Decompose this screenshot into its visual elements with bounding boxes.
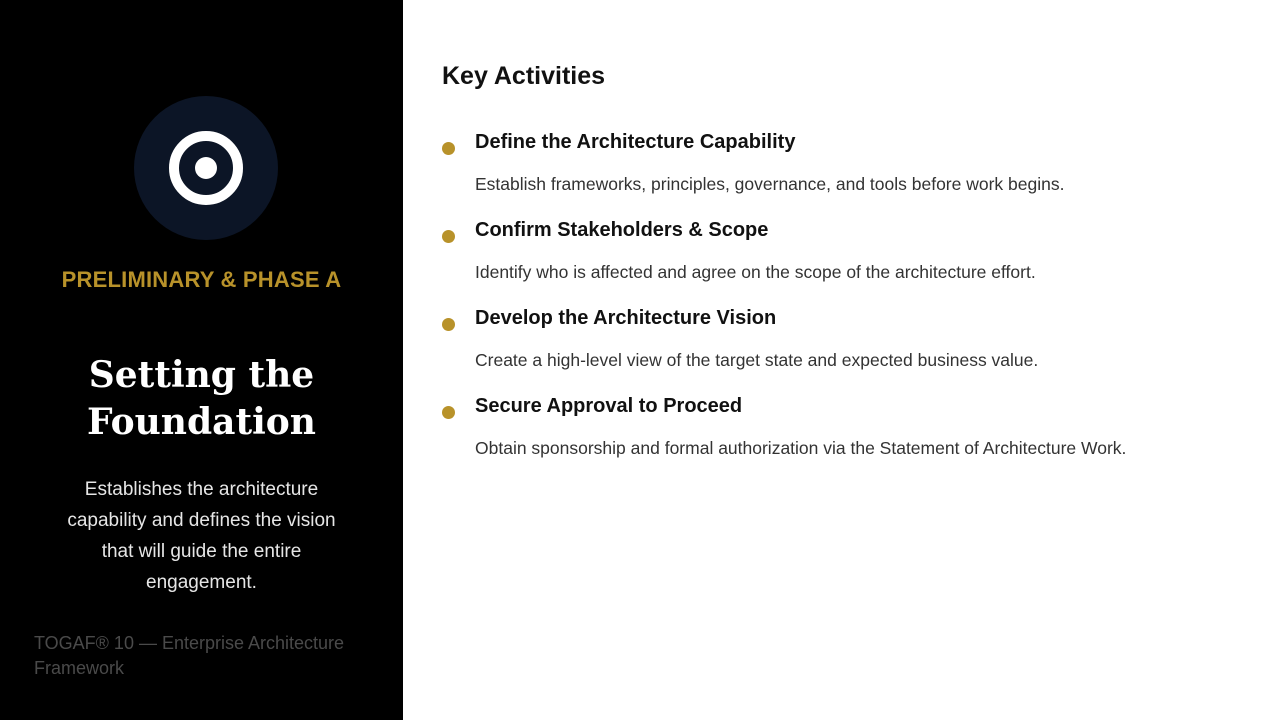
page-title	[0, 352, 403, 446]
footer-line-2: Framework	[34, 658, 125, 678]
right-panel	[403, 0, 1280, 720]
activity-heading: Secure Approval to Proceed	[475, 395, 743, 417]
footer	[34, 631, 374, 681]
target-icon	[169, 131, 243, 205]
activity-text: Identify who is affected and agree on the scope of the architecture effort.	[475, 262, 1036, 282]
bullet-icon	[442, 230, 455, 243]
footer-line-1: TOGAF® 10 — Enterprise Architecture	[34, 633, 345, 653]
bullet-icon	[442, 318, 455, 331]
activity-heading: Define the Architecture Capability	[475, 131, 796, 153]
phase-label: PRELIMINARY & PHASE A	[61, 267, 342, 292]
icon-badge	[134, 96, 278, 240]
left-panel	[0, 0, 403, 720]
activity-text: Establish frameworks, principles, governance, and tools before work begins.	[475, 174, 1065, 194]
title-line-2: Foundation	[87, 401, 316, 443]
section-title: Key Activities	[442, 62, 606, 90]
activity-text: Create a high-level view of the target state and expected business value.	[475, 350, 1039, 370]
activity-heading: Confirm Stakeholders & Scope	[475, 219, 769, 241]
bullet-icon	[442, 142, 455, 155]
activity-heading: Develop the Architecture Vision	[475, 307, 777, 329]
activity-text: Obtain sponsorship and formal authorization via the Statement of Architecture Work.	[475, 438, 1127, 458]
bullet-icon	[442, 406, 455, 419]
title-line-1: Setting the	[88, 354, 315, 396]
phase-description: Establishes the architecture capability and defines the vision that will guide the entire engagement.	[67, 479, 336, 593]
